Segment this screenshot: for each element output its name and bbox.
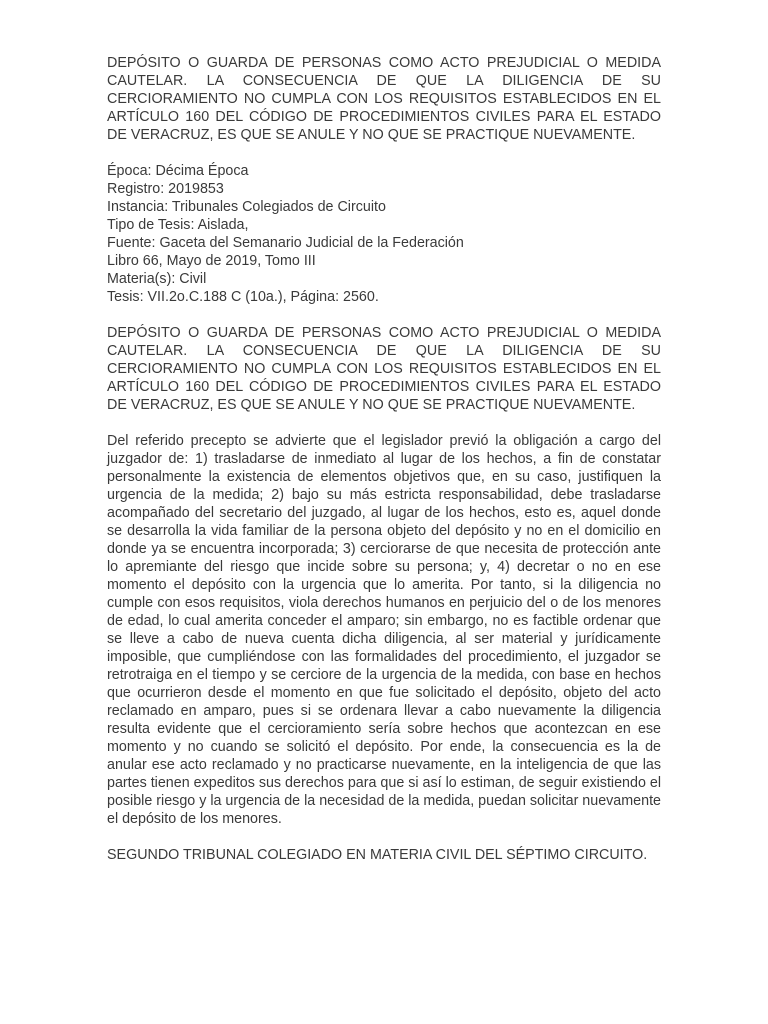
meta-registro: Registro: 2019853 <box>107 181 224 197</box>
meta-libro: Libro 66, Mayo de 2019, Tomo III <box>107 253 316 269</box>
thesis-body: Del referido precepto se advierte que el legislador previó la obligación a cargo del juzgador de: 1) trasladarse de inmediato al lugar de los hechos, a fin de constatar personalmente la existencia de elementos objetivos que, en su caso, justifiquen la urgencia de la medida; 2) bajo su más estricta responsabilidad, debe trasladarse acompañado del secretario del juzgado, al lugar de los hechos, esto es, aquel donde se desarrolla la vida familiar de la persona objeto del depósito y no en el domicilio en donde ya se encuentra incorporada; 3) cerciorarse de que necesita de protección ante lo apremiante del riesgo que incide sobre su persona; y, 4) decretar o no en ese momento el depósito con la urgencia que lo amerita. Por tanto, si la diligencia no cumple con esos requisitos, viola derechos humanos en perjuicio del o de los menores de edad, lo cual amerita conceder el amparo; sin embargo, no es factible ordenar que se lleve a cabo de nueva cuenta dicha diligencia, al ser material y jurídicamente imposible, que cumpliéndose con las formalidades del procedimiento, el juzgador se retrotraiga en el tiempo y se cerciore de la urgencia de la medida, con base en hechos que ocurrieron desde el momento en que fue solicitado el depósito, objeto del acto reclamado en amparo, pues si se ordenara llevar a cabo nuevamente la diligencia resulta evidente que el cercioramiento sería sobre hechos que acontezcan en ese momento y no cuando se solicitó el depósito. Por ende, la consecuencia es la de anular ese acto reclamado y no practicarse nuevamente, en la inteligencia de que las partes tienen expeditos sus derechos para que si así lo estiman, de seguir existiendo el posible riesgo y la urgencia de la necesidad de la medida, puedan solicitar nuevamente el depósito de los menores. <box>107 433 661 827</box>
metadata-block <box>107 162 661 306</box>
thesis-heading: DEPÓSITO O GUARDA DE PERSONAS COMO ACTO PREJUDICIAL O MEDIDA CAUTELAR. LA CONSECUENCIA DE QUE LA DILIGENCIA DE SU CERCIORAMIENTO NO CUMPLA CON LOS REQUISITOS ESTABLECIDOS EN EL ARTÍCULO 160 DEL CÓDIGO DE PROCEDIMIENTOS CIVILES PARA EL ESTADO DE VERACRUZ, ES QUE SE ANULE Y NO QUE SE PRACTIQUE NUEVAMENTE. <box>107 55 661 143</box>
meta-fuente: Fuente: Gaceta del Semanario Judicial de la Federación <box>107 235 464 251</box>
court-name: SEGUNDO TRIBUNAL COLEGIADO EN MATERIA CIVIL DEL SÉPTIMO CIRCUITO. <box>107 847 648 863</box>
meta-materia: Materia(s): Civil <box>107 271 207 287</box>
meta-epoca: Época: Décima Época <box>107 163 249 179</box>
thesis-title: DEPÓSITO O GUARDA DE PERSONAS COMO ACTO PREJUDICIAL O MEDIDA CAUTELAR. LA CONSECUENCIA DE QUE LA DILIGENCIA DE SU CERCIORAMIENTO NO CUMPLA CON LOS REQUISITOS ESTABLECIDOS EN EL ARTÍCULO 160 DEL CÓDIGO DE PROCEDIMIENTOS CIVILES PARA EL ESTADO DE VERACRUZ, ES QUE SE ANULE Y NO QUE SE PRACTIQUE NUEVAMENTE. <box>107 325 661 413</box>
document-page <box>107 54 661 864</box>
meta-instancia: Instancia: Tribunales Colegiados de Circuito <box>107 199 386 215</box>
meta-tesis: Tesis: VII.2o.C.188 C (10a.), Página: 2560. <box>107 289 379 305</box>
meta-tipo-tesis: Tipo de Tesis: Aislada, <box>107 217 249 233</box>
